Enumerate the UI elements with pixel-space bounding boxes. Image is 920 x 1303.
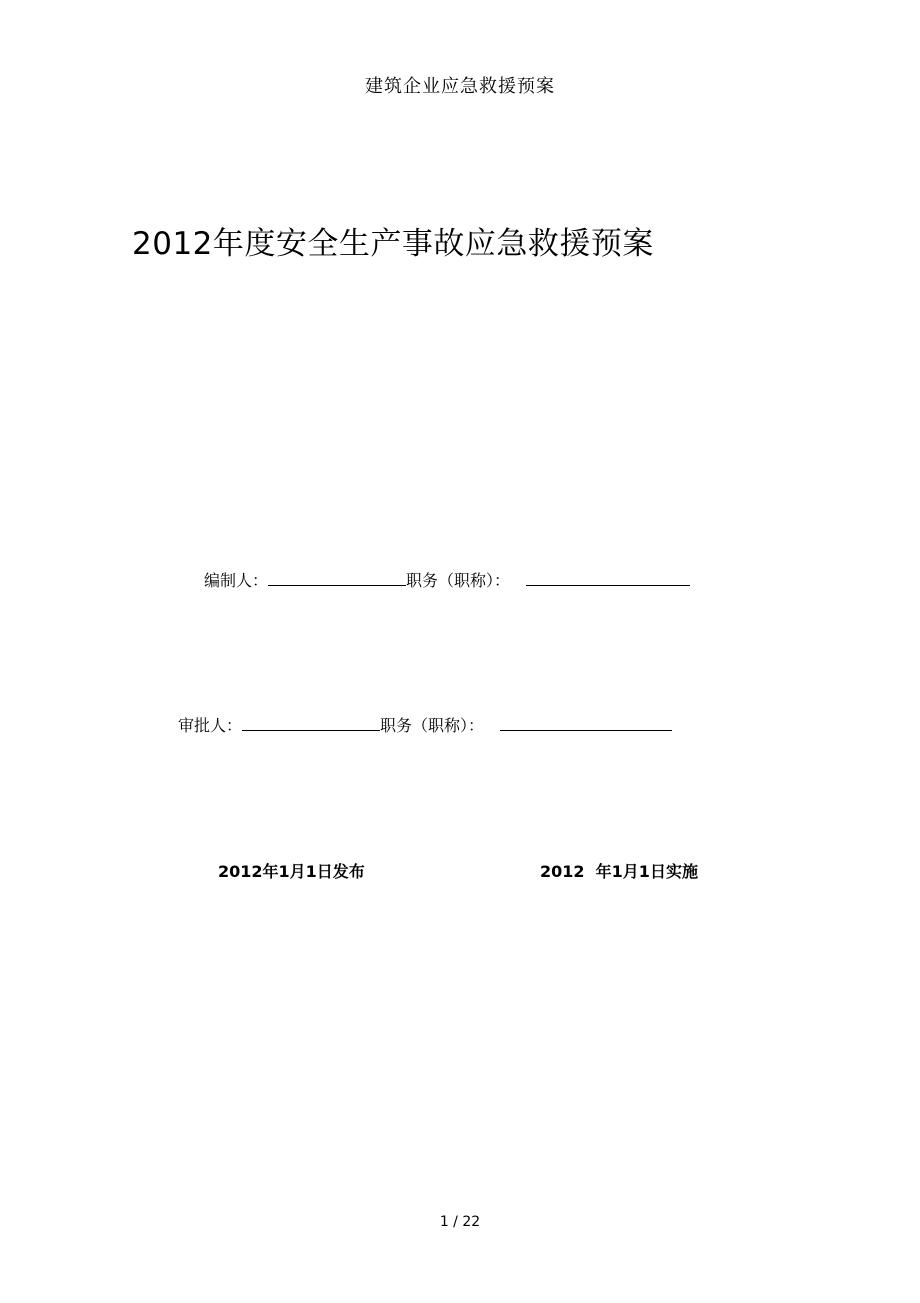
compiler-signature-line [204,568,690,591]
effective-date: 2012 年1月1日实施 [540,862,698,881]
compiler-position-blank [526,570,690,586]
running-header: 建筑企业应急救援预案 [365,76,555,97]
approver-position-blank [500,715,672,731]
compiler-position-label: 职务（职称）： [406,571,511,590]
approver-position-label: 职务（职称）： [380,716,485,735]
compiler-label: 编制人： [204,571,269,590]
compiler-name-blank [268,570,406,586]
approver-name-blank [242,715,380,731]
page-number: 1 / 22 [439,1214,481,1230]
publish-date: 2012年1月1日发布 [218,862,365,881]
approver-label: 审批人： [178,716,243,735]
approver-signature-line [178,713,672,736]
document-title: 2012年度安全生产事故应急救援预案 [132,226,654,262]
